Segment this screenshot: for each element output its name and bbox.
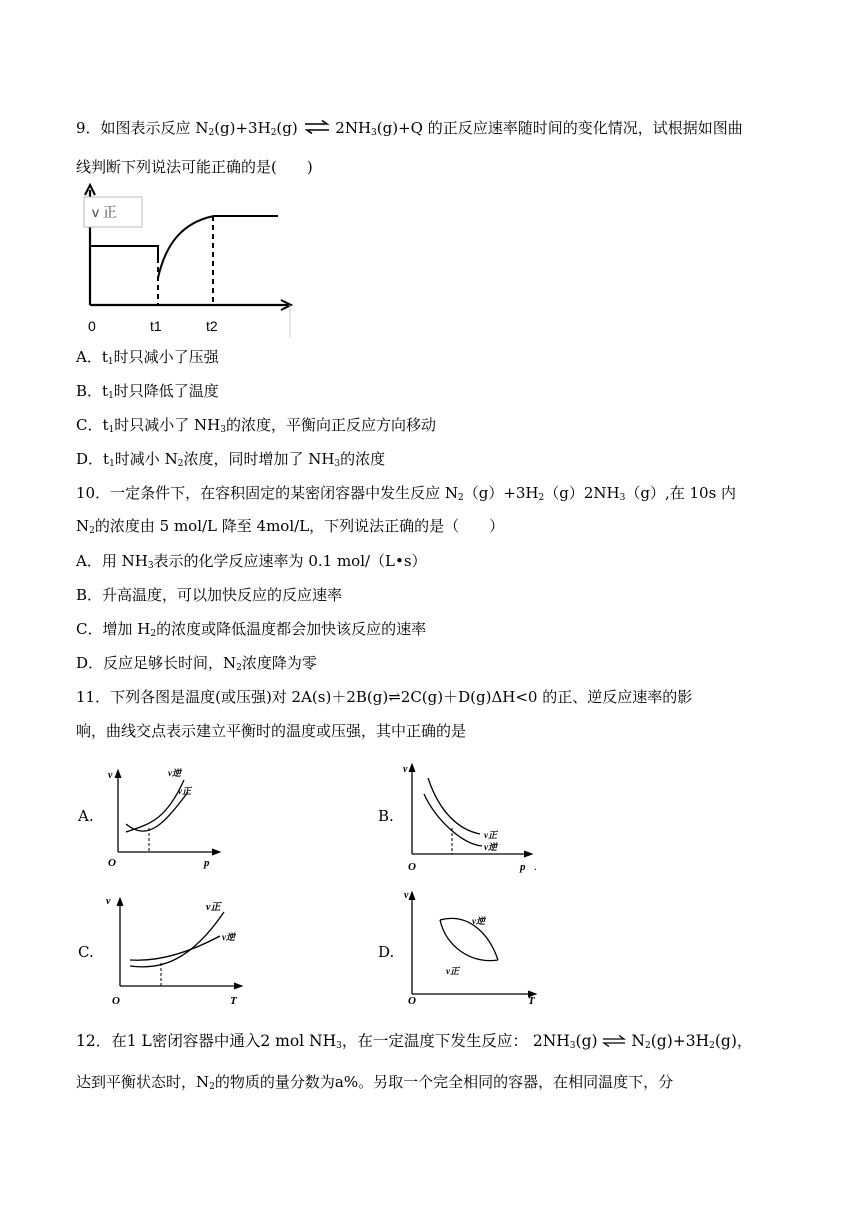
q11-a-v-axis-label: v bbox=[108, 770, 113, 781]
q11-option-a-label: A. bbox=[78, 807, 94, 825]
q11-a-v-reverse-label: v逆 bbox=[168, 768, 181, 778]
q11-graph-a bbox=[100, 762, 230, 872]
q9-line2: 线判断下列说法可能正确的是( ) bbox=[76, 158, 313, 176]
q11-graph-c bbox=[100, 892, 250, 1010]
q9-rate-curve-after bbox=[158, 216, 278, 278]
q11-option-c-label: C. bbox=[78, 943, 94, 961]
reversible-arrow-icon bbox=[303, 119, 331, 139]
q10-line2: $N_2$的浓度由 5 mol/L 降至 4mol/L，下列说法正确的是（ ） bbox=[76, 517, 505, 536]
q11-d-v-forward-label: v正 bbox=[446, 966, 459, 976]
q10-option-a: A．用 $NH_3$表示的化学反应速率为 0.1 mol/（L•s） bbox=[76, 552, 427, 571]
q11-b-v-axis-label: v bbox=[403, 764, 408, 775]
q9-option-c: C．$t_1$时只减小了 $NH_3$的浓度，平衡向正反应方向移动 bbox=[76, 416, 436, 435]
q11-line2: 响，曲线交点表示建立平衡时的温度或压强，其中正确的是 bbox=[76, 722, 467, 740]
q11-c-origin: O bbox=[112, 995, 120, 1007]
q11-a-p-axis-label: p bbox=[204, 857, 210, 869]
q11-b-v-reverse-label: v逆 bbox=[484, 842, 497, 852]
q9-option-b: B．$t_1$时只降低了温度 bbox=[76, 382, 219, 401]
q11-c-v-reverse-curve bbox=[130, 936, 220, 960]
q9-option-d: D．$t_1$时减小 $N_2$浓度，同时增加了 $NH_3$的浓度 bbox=[76, 450, 386, 469]
q11-b-v-forward-label: v正 bbox=[484, 830, 497, 840]
q9-legend-label: v 正 bbox=[92, 204, 117, 220]
q9-t2-label: t2 bbox=[206, 318, 218, 334]
q11-graph-b bbox=[400, 758, 550, 876]
q9-origin-label: 0 bbox=[88, 318, 96, 334]
q11-option-d-label: D. bbox=[378, 943, 395, 961]
q11-a-v-forward-curve bbox=[126, 792, 188, 831]
q11-d-v-forward-curve bbox=[440, 920, 498, 961]
q11-c-v-forward-curve bbox=[130, 912, 224, 967]
q11-graph-d bbox=[400, 886, 550, 1010]
q12-line2: 达到平衡状态时，$N_2$的物质的量分数为a%。另取一个完全相同的容器，在相同温度下，分 bbox=[76, 1073, 674, 1092]
q12-line1: 12．在1 L密闭容器中通入2 mol $NH_3$，在一定温度下发生反应： $2NH_3(g)$ $N_2(g)+3H_2(g)$， bbox=[76, 1032, 753, 1051]
q11-c-v-reverse-label: v逆 bbox=[222, 932, 235, 942]
q11-d-v-reverse-label: v逆 bbox=[472, 916, 485, 926]
q10-line1: 10．一定条件下，在容积固定的某密闭容器中发生反应 $N_2(g)+3H_2(g)2NH_3(g)$,在 10s 内 bbox=[76, 484, 737, 503]
q11-a-origin: O bbox=[108, 857, 116, 869]
q11-line1: 11．下列各图是温度(或压强)对 2A(s)＋2B(g)⇌2C(g)＋D(g)ΔH<0 的正、逆反应速率的影 bbox=[76, 688, 693, 706]
q11-c-v-forward-label: v正 bbox=[206, 902, 221, 913]
q10-option-b: B．升高温度，可以加快反应的反应速率 bbox=[76, 586, 343, 604]
q9-t1-label: t1 bbox=[150, 318, 162, 334]
q11-d-t-axis-label: T bbox=[528, 995, 535, 1007]
q11-a-v-forward-label: v正 bbox=[178, 786, 191, 796]
equilibrium-arrow-icon bbox=[602, 1032, 626, 1052]
q11-d-origin: O bbox=[408, 995, 416, 1007]
q11-c-v-axis-label: v bbox=[106, 896, 111, 907]
q11-a-v-reverse-curve bbox=[126, 780, 184, 832]
q10-option-d: D．反应足够长时间，$N_2$浓度降为零 bbox=[76, 654, 317, 673]
q10-option-c: C．增加 $H_2$的浓度或降低温度都会加快该反应的速率 bbox=[76, 620, 427, 639]
q9-line1: 9．如图表示反应 $N_2(g)+3H_2(g)$ $2NH_3(g)+Q$ 的正反应速率随时间的变化情况，试根据如图曲 bbox=[76, 119, 743, 138]
q11-b-p-axis-label: p bbox=[520, 861, 526, 873]
q11-b-v-forward-curve bbox=[428, 778, 480, 834]
q9-rate-curve-before bbox=[90, 246, 158, 258]
q11-d-v-axis-label: v bbox=[404, 890, 409, 901]
q9-option-a: A．$t_1$时只减小了压强 bbox=[76, 348, 219, 367]
q11-option-b-label: B. bbox=[378, 807, 394, 825]
q11-b-trailing-dot: . bbox=[534, 861, 537, 873]
q11-b-origin: O bbox=[408, 861, 416, 873]
q11-c-t-axis-label: T bbox=[230, 995, 237, 1007]
